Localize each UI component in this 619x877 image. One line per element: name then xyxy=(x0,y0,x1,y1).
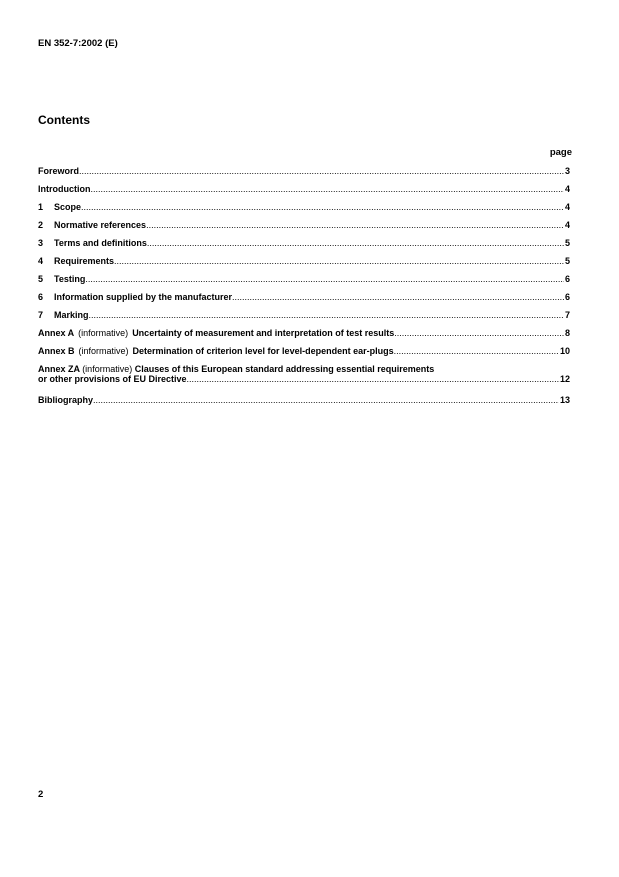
toc-page: 6 xyxy=(564,274,570,284)
toc-title: Requirements xyxy=(54,256,115,266)
toc-page: 7 xyxy=(564,310,570,320)
toc-page: 6 xyxy=(564,292,570,302)
toc-entry-introduction[interactable] xyxy=(38,181,570,199)
toc-page: 3 xyxy=(564,166,570,176)
annex-type: (informative) xyxy=(82,364,133,374)
toc-title: Terms and definitions xyxy=(54,238,147,248)
toc-entry-terms-and-definitions[interactable] xyxy=(38,235,570,253)
toc-title-line1: Clauses of this European standard addressing essential requirements xyxy=(134,364,435,374)
toc-entry-marking[interactable] xyxy=(38,307,570,325)
toc-page: 4 xyxy=(564,202,570,212)
toc-title: Foreword xyxy=(38,166,80,176)
toc-title: Bibliography xyxy=(38,395,94,405)
toc-entry-information-supplied[interactable] xyxy=(38,289,570,307)
toc-title: Testing xyxy=(54,274,86,284)
annex-label: Annex ZA xyxy=(38,364,80,374)
toc-entry-bibliography[interactable] xyxy=(38,392,570,410)
page-number: 2 xyxy=(38,789,44,800)
page-column-label: page xyxy=(549,147,572,158)
toc-number: 2 xyxy=(38,220,44,230)
annex-label: Annex B xyxy=(38,346,75,356)
toc-title-line2: or other provisions of EU Directive xyxy=(38,374,187,384)
toc-entry-testing[interactable] xyxy=(38,271,570,289)
toc-entry-scope[interactable] xyxy=(38,199,570,217)
toc-title: Uncertainty of measurement and interpretation of test results xyxy=(132,328,395,338)
toc-page: 8 xyxy=(564,328,570,338)
toc-page: 5 xyxy=(564,238,570,248)
toc-entry-requirements[interactable] xyxy=(38,253,570,271)
toc-number: 3 xyxy=(38,238,44,248)
toc-title: Determination of criterion level for level-dependent ear-plugs xyxy=(132,346,394,356)
toc-title: Normative references xyxy=(54,220,147,230)
table-of-contents xyxy=(38,163,570,410)
annex-label: Annex A xyxy=(38,328,75,338)
toc-number: 7 xyxy=(38,310,44,320)
toc-number: 4 xyxy=(38,256,44,266)
toc-entry-annex-a[interactable] xyxy=(38,325,570,343)
annex-type: (informative) xyxy=(78,328,129,338)
toc-entry-annex-za[interactable] xyxy=(38,361,570,392)
toc-title: Introduction xyxy=(38,184,91,194)
toc-page: 4 xyxy=(564,220,570,230)
toc-title: Scope xyxy=(54,202,82,212)
toc-entry-foreword[interactable] xyxy=(38,163,570,181)
toc-entry-annex-b[interactable] xyxy=(38,343,570,361)
toc-page: 5 xyxy=(564,256,570,266)
toc-page: 13 xyxy=(559,395,570,405)
contents-title: Contents xyxy=(38,113,90,127)
toc-number: 6 xyxy=(38,292,44,302)
toc-title: Marking xyxy=(54,310,89,320)
toc-title: Information supplied by the manufacturer xyxy=(54,292,233,302)
toc-page: 12 xyxy=(559,374,570,384)
toc-number: 1 xyxy=(38,202,44,212)
toc-number: 5 xyxy=(38,274,44,284)
document-header: EN 352-7:2002 (E) xyxy=(38,38,118,49)
toc-page: 4 xyxy=(564,184,570,194)
toc-page: 10 xyxy=(559,346,570,356)
toc-entry-normative-references[interactable] xyxy=(38,217,570,235)
annex-type: (informative) xyxy=(78,346,129,356)
